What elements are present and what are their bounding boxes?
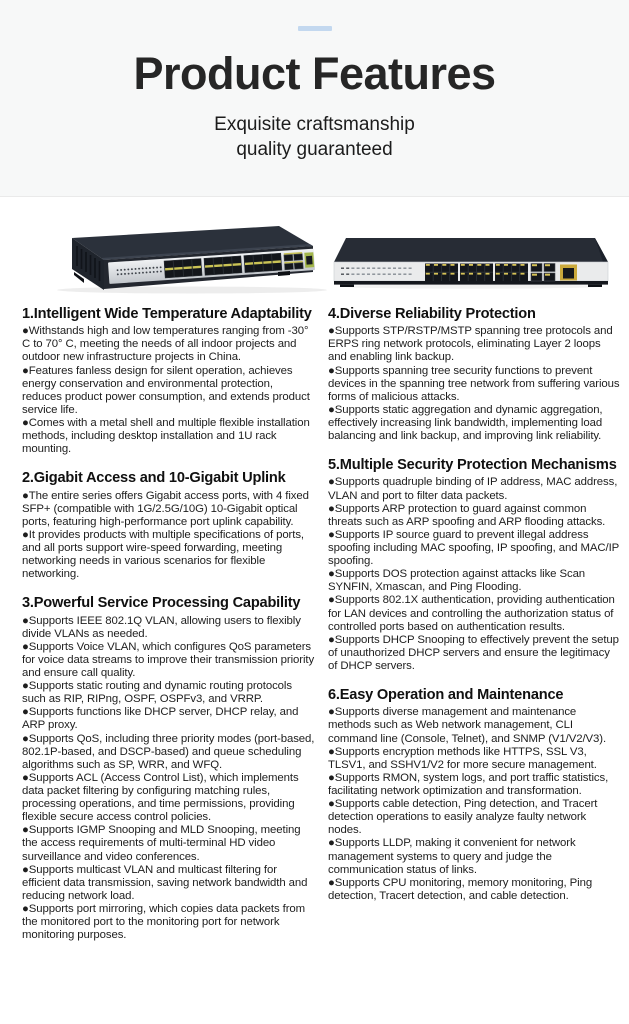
feature-bullet: ●Supports STP/RSTP/MSTP spanning tree protocols and ERPS ring network protocols, eliminating Layer 2 loops and enabling link backup. <box>328 325 613 364</box>
feature-bullet: ●Supports Voice VLAN, which configures QoS parameters for voice data streams to improve their transmission priority and ensure call quality. <box>22 640 315 679</box>
feature-section-title: 5.Multiple Security Protection Mechanisms <box>328 457 617 474</box>
feature-bullet: ●Supports diverse management and maintenance methods such as Web network management, CLI command line (Console, Telnet), and SNMP (V1/V2/V3). <box>328 706 607 745</box>
feature-bullet: ●Supports DOS protection against attacks like Scan SYNFIN, Xmascan, and Ping Flooding. <box>328 568 586 594</box>
feature-bullet: ●Supports static aggregation and dynamic aggregation, effectively increasing link bandwidth, implementing load balancing and link backup, and improving link reliability. <box>328 403 603 443</box>
feature-bullet: ●Supports ACL (Access Control List), which implements data packet filtering by configuring matching rules, processing operations, and time permissions, providing flexible secure access control policies. <box>22 771 299 824</box>
feature-section-title: 3.Powerful Service Processing Capability <box>22 595 301 612</box>
feature-bullet: ●Supports multicast VLAN and multicast filtering for efficient data transmission, saving network bandwidth and reducing network load. <box>22 863 308 902</box>
page-subtitle <box>0 112 629 162</box>
feature-section <box>328 686 621 903</box>
feature-column-right <box>328 305 621 955</box>
hero-header <box>0 0 629 197</box>
rj45-port <box>560 265 577 281</box>
feature-column-left <box>22 305 315 955</box>
feature-bullet: ●Supports 802.1X authentication, providing authentication for LAN devices and controlling the authorization status of controlled ports based on authentication results. <box>328 594 615 633</box>
feature-bullet: ●Supports RMON, system logs, and port traffic statistics, facilitating network optimization and transformation. <box>328 771 609 797</box>
subtitle-line-1: Exquisite craftsmanship <box>214 113 415 135</box>
feature-bullet: ●Supports QoS, including three priority modes (port-based, 802.1P-based, and DSCP-based) and queue scheduling algorithms such as SP, WRR, and WFQ. <box>22 732 315 771</box>
feature-section <box>22 594 315 942</box>
sfp-switch-angled-image <box>42 223 332 295</box>
feature-section <box>328 456 621 673</box>
feature-section-title: 1.Intelligent Wide Temperature Adaptability <box>22 306 312 322</box>
feature-section-title: 6.Easy Operation and Maintenance <box>328 687 564 704</box>
feature-bullet: ●Supports spanning tree security functions to prevent devices in the spanning tree network from suffering various forms of malicious attacks. <box>328 364 620 403</box>
feature-bullet: ●The entire series offers Gigabit access ports, with 4 fixed SFP+ (compatible with 1G/2.5G/10G) 10-Gigabit optical ports, featuring high-performance port uplink capability. <box>22 489 309 528</box>
feature-bullet: ●Supports functions like DHCP server, DHCP relay, and ARP proxy. <box>22 706 299 732</box>
feature-bullet: ●Supports CPU monitoring, memory monitoring, Ping detection, Tracert detection, and cable detection. <box>328 876 593 902</box>
feature-bullet: ●Supports quadruple binding of IP address, MAC address, VLAN and port to filter data packets. <box>328 476 618 502</box>
feature-columns <box>0 305 629 955</box>
page-title: Product Features <box>133 48 496 99</box>
feature-section <box>328 305 621 443</box>
feature-bullet: ●Features fanless design for silent operation, achieves energy conservation and environmental protection, reduces product power consumption, and extends product service life. <box>22 364 310 416</box>
product-images-row <box>0 197 629 305</box>
feature-section <box>22 305 315 456</box>
feature-bullet: ●Comes with a metal shell and multiple flexible installation methods, including desktop installation and 1U rack mounting. <box>22 417 310 456</box>
feature-bullet: ●Supports IGMP Snooping and MLD Snooping, meeting the access requirements of multi-terminal HD video surveillance and video conferences. <box>22 824 301 863</box>
feature-bullet: ●Supports port mirroring, which copies data packets from the monitored port to the monitoring port for network monitoring purposes. <box>22 902 306 942</box>
sfp-switch-front-image <box>333 235 609 289</box>
feature-section-title: 2.Gigabit Access and 10-Gigabit Uplink <box>22 470 286 487</box>
feature-bullet: ●Supports DHCP Snooping to effectively prevent the setup of unauthorized DHCP servers and ensure the legitimacy of DHCP servers. <box>328 633 619 672</box>
feature-bullet: ●Withstands high and low temperatures ranging from -30° C to 70° C, meeting the needs of all indoor projects and outdoor new infrastructure projects in China. <box>22 325 309 364</box>
feature-section-title: 4.Diverse Reliability Protection <box>328 306 536 322</box>
feature-bullet: ●It provides products with multiple specifications of ports, and all ports support wire-speed forwarding, meeting networking needs in various scenarios for flexible networking. <box>22 528 304 581</box>
feature-bullet: ●Supports static routing and dynamic routing protocols such as RIP, RIPng, OSPF, OSPFv3, and VRRP. <box>22 680 292 706</box>
sfp-port-groups <box>425 264 528 282</box>
feature-bullet: ●Supports LLDP, making it convenient for network management systems to query and judge the communication status of links. <box>328 837 576 876</box>
rj45-console-port <box>304 252 314 268</box>
accent-dash <box>298 26 332 31</box>
feature-bullet: ●Supports IP source guard to prevent illegal address spoofing including MAC spoofing, IP spoofing, and MAC/IP spoofing. <box>328 528 619 568</box>
feature-bullet: ●Supports encryption methods like HTTPS, SSL V3, TLSV1, and SSHV1/V2 for more secure management. <box>328 745 597 771</box>
feature-bullet: ●Supports ARP protection to guard against common threats such as ARP spoofing and ARP flooding attacks. <box>328 502 606 528</box>
switch-top-band <box>334 238 608 262</box>
subtitle-line-2: quality guaranteed <box>236 138 393 160</box>
feature-bullet: ●Supports IEEE 802.1Q VLAN, allowing users to flexibly divide VLANs as needed. <box>22 614 301 640</box>
feature-bullet: ●Supports cable detection, Ping detection, and Tracert detection operations to easily analyze faulty network nodes. <box>328 798 598 837</box>
feature-section <box>22 469 315 581</box>
